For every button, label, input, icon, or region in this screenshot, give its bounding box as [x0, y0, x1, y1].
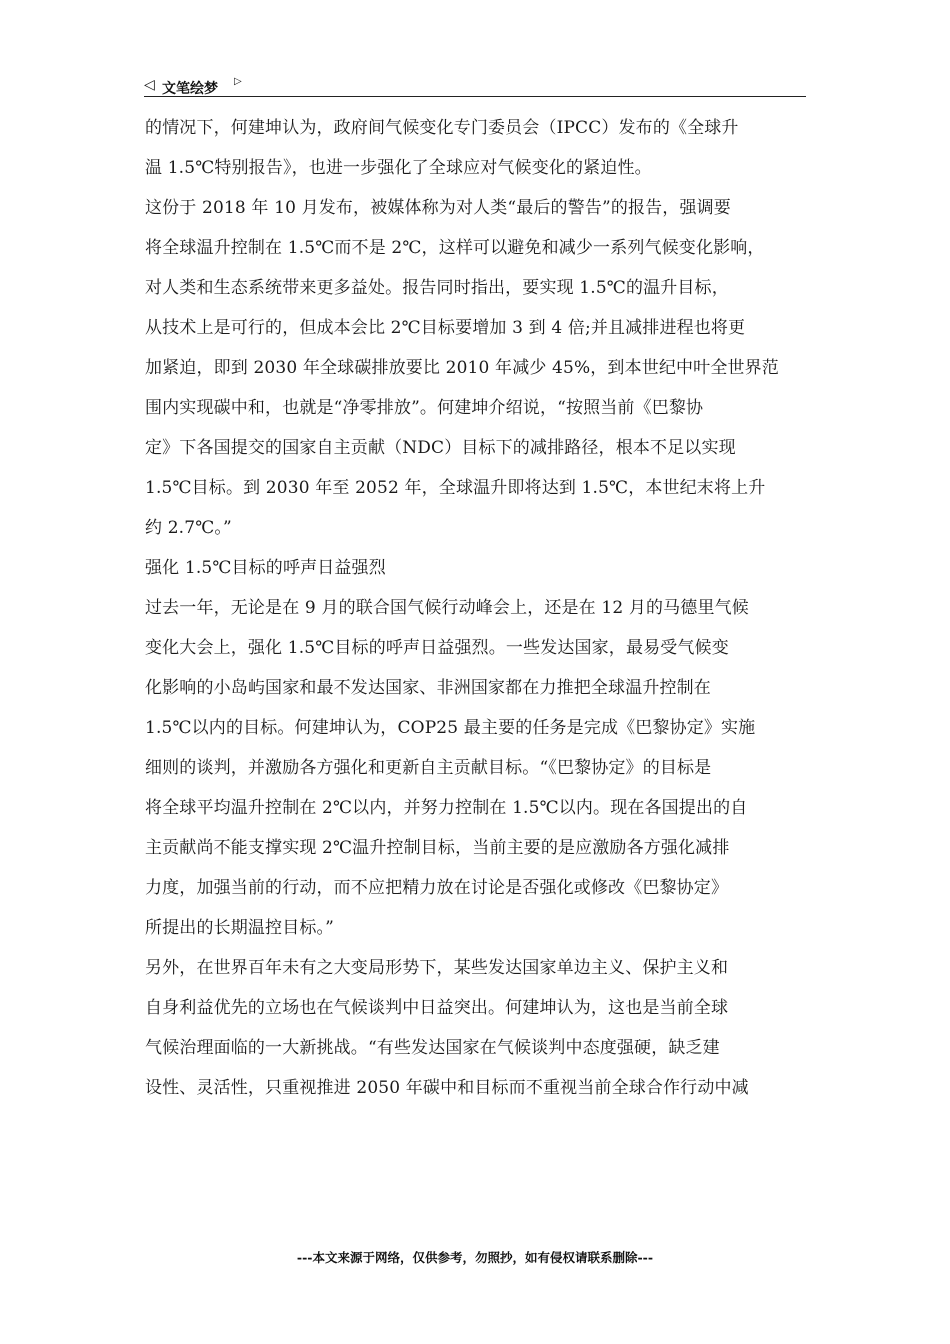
- text-line: 1.5℃目标。到 2030 年至 2052 年，全球温升即将达到 1.5℃，本世纪末将上升: [145, 478, 766, 498]
- text-line: 围内实现碳中和，也就是“净零排放”。何建坤介绍说，“按照当前《巴黎协: [145, 398, 704, 418]
- text-line: 从技术上是可行的，但成本会比 2℃目标要增加 3 到 4 倍;并且减排进程也将更: [145, 318, 746, 338]
- text-line: 的情况下，何建坤认为，政府间气候变化专门委员会（IPCC）发布的《全球升: [145, 118, 739, 138]
- text-line: 将全球温升控制在 1.5℃而不是 2℃，这样可以避免和减少一系列气候变化影响，: [145, 238, 765, 258]
- text-line: 对人类和生态系统带来更多益处。报告同时指出，要实现 1.5℃的温升目标，: [145, 278, 729, 298]
- text-line: 过去一年，无论是在 9 月的联合国气候行动峰会上，还是在 12 月的马德里气候: [145, 598, 749, 618]
- text-line: 另外，在世界百年未有之大变局形势下，某些发达国家单边主义、保护主义和: [145, 958, 729, 978]
- text-line: 力度，加强当前的行动，而不应把精力放在讨论是否强化或修改《巴黎协定》: [145, 878, 729, 898]
- right-triangle-icon: ▷: [234, 76, 242, 87]
- text-line: 变化大会上，强化 1.5℃目标的呼声日益强烈。一些发达国家，最易受气候变: [145, 638, 729, 658]
- text-line: 温 1.5℃特别报告》，也进一步强化了全球应对气候变化的紧迫性。: [145, 158, 652, 178]
- page-header: [144, 74, 806, 97]
- text-line: 自身利益优先的立场也在气候谈判中日益突出。何建坤认为，这也是当前全球: [145, 998, 729, 1018]
- text-line: 所提出的长期温控目标。”: [145, 918, 334, 938]
- text-line: 细则的谈判，并激励各方强化和更新自主贡献目标。“《巴黎协定》的目标是: [145, 758, 712, 778]
- header-brand: 文笔绘梦: [162, 81, 218, 97]
- text-line: 定》下各国提交的国家自主贡献（NDC）目标下的减排路径，根本不足以实现: [145, 438, 736, 458]
- text-line: 设性、灵活性，只重视推进 2050 年碳中和目标而不重视当前全球合作行动中减: [145, 1078, 749, 1098]
- document-body: [145, 112, 825, 1112]
- section-heading: 强化 1.5℃目标的呼声日益强烈: [145, 558, 386, 578]
- text-line: 1.5℃以内的目标。何建坤认为，COP25 最主要的任务是完成《巴黎协定》实施: [145, 718, 756, 738]
- text-line: 气候治理面临的一大新挑战。“有些发达国家在气候谈判中态度强硬，缺乏建: [145, 1038, 720, 1058]
- text-line: 约 2.7℃。”: [145, 518, 232, 538]
- left-triangle-icon: ◁: [144, 77, 155, 93]
- text-line: 这份于 2018 年 10 月发布，被媒体称为对人类“最后的警告”的报告，强调要: [145, 198, 731, 218]
- page-footer-disclaimer: ---本文来源于网络，仅供参考，勿照抄，如有侵权请联系删除---: [296, 1250, 654, 1265]
- text-line: 主贡献尚不能支撑实现 2℃温升控制目标，当前主要的是应激励各方强化减排: [145, 838, 730, 858]
- text-line: 化影响的小岛屿国家和最不发达国家、非洲国家都在力推把全球温升控制在: [145, 678, 711, 698]
- text-line: 加紧迫，即到 2030 年全球碳排放要比 2010 年减少 45%，到本世纪中叶全世界范: [145, 358, 779, 378]
- text-line: 将全球平均温升控制在 2℃以内，并努力控制在 1.5℃以内。现在各国提出的自: [145, 798, 748, 818]
